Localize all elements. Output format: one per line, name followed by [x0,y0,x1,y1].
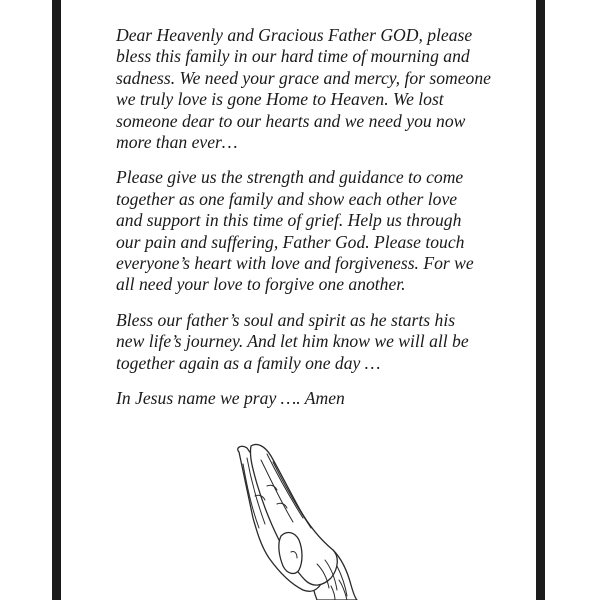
prayer-line: bless this family in our hard time of mourning and [116,46,470,67]
prayer-line: we truly love is gone Home to Heaven. We lost [116,89,444,110]
prayer-line: Dear Heavenly and Gracious Father GOD, please [116,25,473,45]
prayer-paragraph-1 [116,25,521,153]
prayer-line: together as one family and show each other love [116,188,458,209]
prayer-line: our pain and suffering, Father God. Please touch [116,231,465,252]
prayer-line: new life’s journey. And let him know we will all be [116,331,469,352]
left-border [52,0,61,600]
prayer-line: and support in this time of grief. Help us through [116,210,462,231]
prayer-line: more than ever… [116,132,238,153]
right-border [536,0,545,600]
praying-hands-icon [221,440,376,600]
prayer-line: everyone’s heart with love and forgiveness. For we [116,253,474,274]
prayer-line: all need your love to forgive one another. [116,274,406,295]
prayer-paragraph-2 [116,167,521,295]
prayer-line: sadness. We need your grace and mercy, for someone [116,67,491,88]
prayer-line: Please give us the strength and guidance to come [116,167,464,188]
prayer-paragraph-3 [116,310,521,374]
prayer-text [116,25,521,424]
prayer-closing [116,388,521,409]
prayer-page [61,0,536,600]
prayer-line: In Jesus name we pray …. Amen [116,388,345,409]
prayer-line: someone dear to our hearts and we need you now [116,110,466,131]
prayer-line: Bless our father’s soul and spirit as he starts his [116,309,456,330]
prayer-line: together again as a family one day … [116,352,381,373]
